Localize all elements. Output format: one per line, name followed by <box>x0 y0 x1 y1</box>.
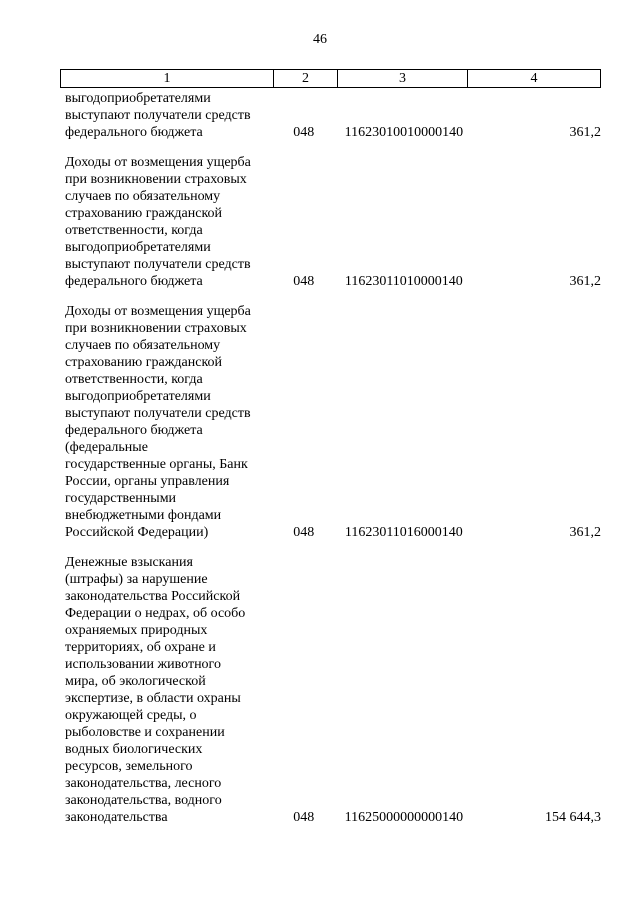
row-admin-code: 048 <box>293 274 315 289</box>
row-admin-code: 048 <box>293 525 315 540</box>
row-budget-code: 11623011016000140 <box>344 525 463 540</box>
header-col-4: 4 <box>530 71 538 86</box>
description-line: ответственности, когда <box>65 372 203 387</box>
row-amount: 361,2 <box>569 274 601 289</box>
description-line: Денежные взыскания <box>65 555 193 570</box>
description-line: законодательства, лесного <box>65 776 222 791</box>
description-line: страхованию гражданской <box>65 355 223 370</box>
description-line: выгодоприобретателями <box>65 91 211 106</box>
description-line: государственные органы, Банк <box>65 457 248 472</box>
description-line: (федеральные <box>65 440 148 455</box>
header-col-2: 2 <box>274 70 338 87</box>
row-description <box>60 90 268 141</box>
description-line: окружающей среды, о <box>65 708 197 723</box>
description-line: федерального бюджета <box>65 423 203 438</box>
description-line: экспертизе, в области охраны <box>65 691 241 706</box>
description-line: мира, об экологической <box>65 674 206 689</box>
description-line: Федерации о недрах, об особо <box>65 606 246 621</box>
description-line: при возникновении страховых <box>65 321 247 336</box>
header-col-1: 1 <box>61 70 274 87</box>
description-line: использовании животного <box>65 657 221 672</box>
table-row <box>60 90 601 141</box>
description-line: выгодоприобретателями <box>65 240 211 255</box>
description-line: случаев по обязательному <box>65 189 221 204</box>
description-line: выступают получатели средств <box>65 406 251 421</box>
description-line: выступают получатели средств <box>65 257 251 272</box>
description-line: случаев по обязательному <box>65 338 221 353</box>
row-description <box>60 554 268 826</box>
table-row <box>60 554 601 826</box>
description-line: ресурсов, земельного <box>65 759 193 774</box>
table-row <box>60 303 601 541</box>
description-line: федерального бюджета <box>65 125 203 140</box>
description-line: охраняемых природных <box>65 623 208 638</box>
row-amount: 154 644,3 <box>545 810 601 825</box>
description-line: Доходы от возмещения ущерба <box>65 155 251 170</box>
table-body <box>60 90 601 826</box>
row-admin-code: 048 <box>293 125 315 140</box>
description-line: водных биологических <box>65 742 203 757</box>
row-description <box>60 154 268 290</box>
description-line: внебюджетными фондами <box>65 508 222 523</box>
description-line: страхованию гражданской <box>65 206 223 221</box>
header-col-3: 3 <box>338 70 468 87</box>
description-line: Доходы от возмещения ущерба <box>65 304 251 319</box>
description-line: ответственности, когда <box>65 223 203 238</box>
row-budget-code: 11623011010000140 <box>344 274 463 289</box>
description-line: законодательства, водного <box>65 793 222 808</box>
description-line: федерального бюджета <box>65 274 203 289</box>
description-line: (штрафы) за нарушение <box>65 572 208 587</box>
description-line: государственными <box>65 491 177 506</box>
row-admin-code: 048 <box>293 810 315 825</box>
row-amount: 361,2 <box>569 125 601 140</box>
description-line: рыболовстве и сохранении <box>65 725 225 740</box>
description-line: выступают получатели средств <box>65 108 251 123</box>
description-line: выгодоприобретателями <box>65 389 211 404</box>
description-line: при возникновении страховых <box>65 172 247 187</box>
description-line: территориях, об охране и <box>65 640 216 655</box>
row-amount: 361,2 <box>569 525 601 540</box>
row-budget-code: 11625000000000140 <box>344 810 464 825</box>
description-line: Российской Федерации) <box>65 525 209 540</box>
table-header <box>60 69 601 88</box>
row-budget-code: 11623010010000140 <box>344 125 464 140</box>
description-line: законодательства <box>65 810 168 825</box>
description-line: законодательства Российской <box>65 589 241 604</box>
page-number: 46 <box>313 32 327 47</box>
description-line: России, органы управления <box>65 474 230 489</box>
row-description <box>60 303 268 541</box>
table-row <box>60 154 601 290</box>
